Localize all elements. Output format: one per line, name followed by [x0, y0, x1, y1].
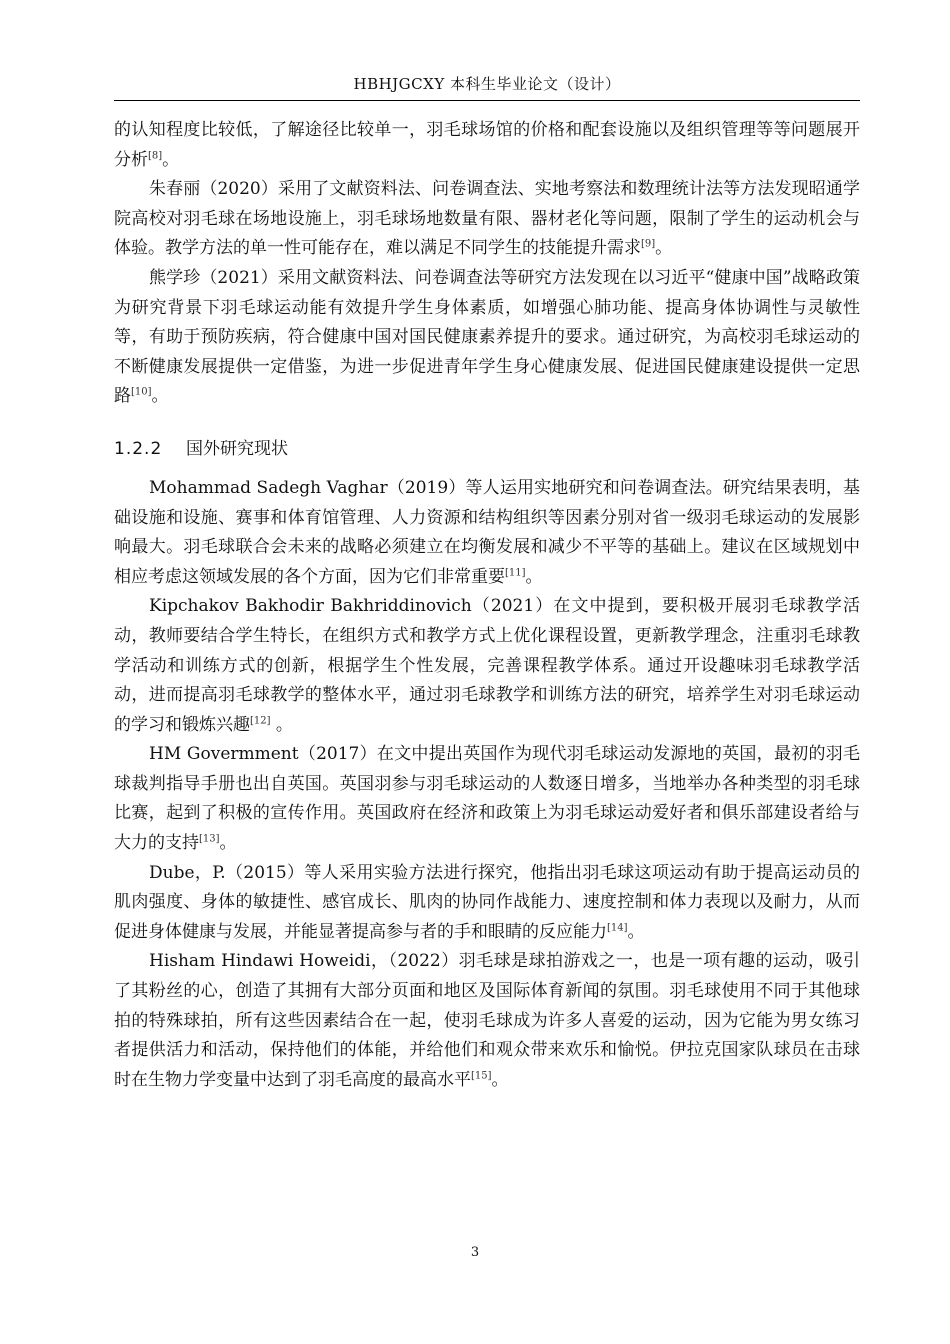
paragraph-dube: [114, 859, 860, 948]
paragraph-text: Dube，P.（2015）等人采用实验方法进行探究，他指出羽毛球这项运动有助于提高运动员的肌肉强度、身体的敏捷性、感官成长、肌肉的协同作战能力、速度控制和体力表现以及耐力，从而促进身体健康与发展，并能显著提高参与者的手和眼睛的反应能力: [114, 862, 860, 942]
paragraph-text: 熊学珍（2021）采用文献资料法、问卷调查法等研究方法发现在以习近平“健康中国”战略政策为研究背景下羽毛球运动能有效提升学生身体素质，如增强心肺功能、提高身体协调性与灵敏性等，有助于预防疾病，符合健康中国对国民健康素养提升的要求。通过研究，为高校羽毛球运动的不断健康发展提供一定借鉴，为进一步促进青年学生身心健康发展、促进国民健康建设提供一定思路: [114, 267, 860, 407]
running-header: HBHJGCXY 本科生毕业论文（设计）: [353, 75, 621, 93]
body-text: [114, 116, 860, 1095]
paragraph-continuation: [114, 116, 860, 175]
paragraph-text: 朱春丽（2020）采用了文献资料法、问卷调查法、实地考察法和数理统计法等方法发现昭通学院高校对羽毛球在场地设施上，羽毛球场地数量有限、器材老化等问题，限制了学生的运动机会与体验。教学方法的单一性可能存在，难以满足不同学生的技能提升需求: [114, 179, 860, 259]
page-number: 3: [470, 1245, 480, 1260]
paragraph-kipchakov: [114, 592, 860, 740]
citation-ref: [10]: [131, 386, 152, 398]
paragraph-xiong-xuezhen: [114, 264, 860, 412]
section-title: 国外研究现状: [186, 438, 288, 459]
paragraph-tail: 。: [162, 149, 180, 170]
paragraph-tail: 。: [270, 714, 293, 735]
citation-ref: [8]: [148, 149, 163, 161]
paragraph-vaghar: [114, 474, 860, 592]
paragraph-text: HM Govermment（2017）在文中提出英国作为现代羽毛球运动发源地的英国，最初的羽毛球裁判指导手册也出自英国。英国羽参与羽毛球运动的人数逐日增多，当地举办各种类型的羽毛球比赛，起到了积极的宣传作用。英国政府在经济和政策上为羽毛球运动爱好者和俱乐部建设者给与大力的支持: [114, 744, 860, 854]
citation-ref: [14]: [607, 922, 628, 934]
citation-ref: [9]: [641, 238, 656, 250]
paragraph-zhu-chunli: [114, 175, 860, 264]
paragraph-hm-government: [114, 740, 860, 858]
paragraph-text: Mohammad Sadegh Vaghar（2019）等人运用实地研究和问卷调查法。研究结果表明，基础设施和设施、赛事和体育馆管理、人力资源和结构组织等因素分别对省一级羽毛球运动的发展影响最大。羽毛球联合会未来的战略必须建立在均衡发展和减少不平等的基础上。建议在区域规划中相应考虑这领域发展的各个方面，因为它们非常重要: [114, 477, 860, 587]
paragraph-tail: 。: [655, 238, 673, 259]
paragraph-tail: 。: [491, 1069, 509, 1090]
paragraph-tail: 。: [219, 833, 237, 854]
citation-ref: [13]: [199, 833, 220, 845]
citation-ref: [11]: [505, 567, 526, 579]
header-rule: [114, 100, 860, 101]
paragraph-tail: 。: [525, 566, 543, 587]
section-number: 1.2.2: [114, 438, 163, 459]
paragraph-tail: 。: [627, 921, 645, 942]
paragraph-text: Hisham Hindawi Howeidi，（2022）羽毛球是球拍游戏之一，也是一项有趣的运动，吸引了其粉丝的心，创造了其拥有大部分页面和地区及国际体育新闻的氛围。羽毛球使用不同于其他球拍的特殊球拍，所有这些因素结合在一起，使羽毛球成为许多人喜爱的运动，因为它能为男女练习者提供活力和活动，保持他们的体能，并给他们和观众带来欢乐和愉悦。伊拉克国家队球员在击球时在生物力学变量中达到了羽毛高度的最高水平: [114, 951, 860, 1090]
paragraph-text: Kipchakov Bakhodir Bakhriddinovich（2021）在文中提到，要积极开展羽毛球教学活动，教师要结合学生特长，在组织方式和教学方式上优化课程设置，更新教学理念，注重羽毛球教学活动和训练方式的创新，根据学生个性发展，完善课程教学体系。通过开设趣味羽毛球教学活动，进而提高羽毛球教学的整体水平，通过羽毛球教学和训练方法的研究，培养学生对羽毛球运动的学习和锻炼兴趣: [114, 596, 860, 735]
paragraph-text: 的认知程度比较低，了解途径比较单一，羽毛球场馆的价格和配套设施以及组织管理等等问题展开分析: [114, 120, 860, 170]
section-heading: [114, 436, 860, 462]
citation-ref: [15]: [471, 1070, 492, 1082]
citation-ref: [12]: [250, 715, 271, 727]
paragraph-howeidi: [114, 947, 860, 1095]
paragraph-tail: 。: [151, 386, 169, 407]
